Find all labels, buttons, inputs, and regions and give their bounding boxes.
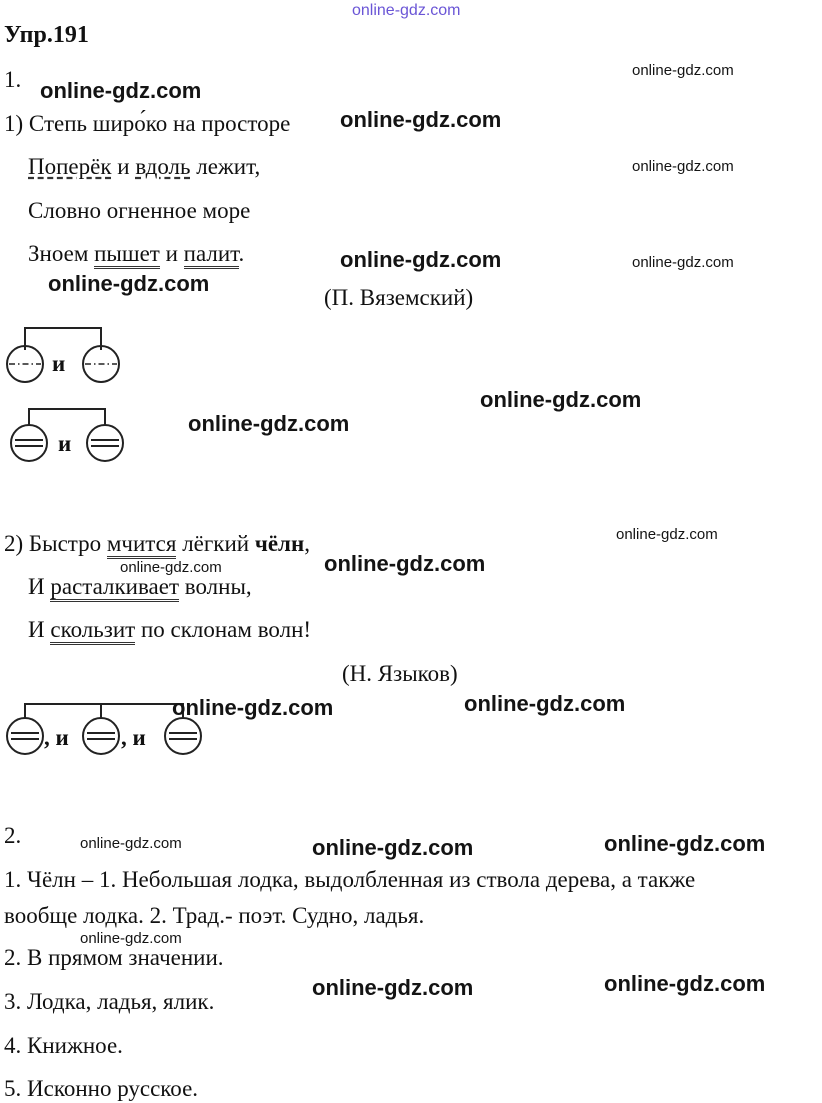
poem1-line4 <box>28 240 244 268</box>
exercise-title: Упр.191 <box>4 22 89 48</box>
watermark: online-gdz.com <box>340 107 502 132</box>
poem2-line1 <box>4 530 310 558</box>
text-fragment: Зноем <box>28 241 95 266</box>
watermark: online-gdz.com <box>80 930 182 947</box>
part2-line3: 2. В прямом значении. <box>4 945 224 970</box>
watermark: online-gdz.com <box>604 971 766 996</box>
text-fragment: волны, <box>179 574 252 599</box>
predicate-word: пышет <box>94 241 160 269</box>
predicate-word: скользит <box>50 617 135 645</box>
watermark: online-gdz.com <box>48 271 210 296</box>
predicate-word: расталкивает <box>50 574 179 602</box>
poem1-line2 <box>28 153 260 181</box>
scheme2-connector: и <box>58 431 72 456</box>
part1-number: 1. <box>4 67 22 92</box>
poem2-author: (Н. Языков) <box>342 661 458 686</box>
watermark: online-gdz.com <box>80 835 182 852</box>
watermark: online-gdz.com <box>464 691 626 716</box>
text-fragment: лежит, <box>190 154 261 179</box>
text-fragment: и <box>111 154 136 179</box>
poem2-line2 <box>28 573 252 601</box>
part2-number: 2. <box>4 823 22 848</box>
subject-word: чёлн <box>254 531 305 556</box>
text-fragment: И <box>28 617 51 642</box>
part2-line4: 3. Лодка, ладья, ялик. <box>4 989 215 1014</box>
text-fragment: , <box>304 531 310 556</box>
watermark-top: online-gdz.com <box>352 2 461 19</box>
poem1-line3: Словно огненное море <box>28 198 251 223</box>
scheme1-connector: и <box>52 351 66 376</box>
predicate-word: палит <box>184 241 239 269</box>
watermark: online-gdz.com <box>312 975 474 1000</box>
watermark: online-gdz.com <box>604 831 766 856</box>
watermark: online-gdz.com <box>40 78 202 103</box>
part2-line6: 5. Исконно русское. <box>4 1076 199 1101</box>
text-fragment: . <box>238 241 245 266</box>
text-fragment: 2) Быстро <box>4 531 107 556</box>
poem2-line3 <box>28 616 311 644</box>
text-fragment: И <box>28 574 51 599</box>
predicate-word: мчится <box>107 531 177 559</box>
scheme3-sep2: , и <box>121 725 146 750</box>
watermark: online-gdz.com <box>340 247 502 272</box>
part2-line1: 1. Чёлн – 1. Небольшая лодка, выдолбленная из ствола дерева, а также <box>4 867 696 892</box>
text-fragment: по склонам волн! <box>135 617 312 642</box>
watermark: online-gdz.com <box>172 695 334 720</box>
part2-line2: вообще лодка. 2. Трад.- поэт. Судно, ладья. <box>4 903 425 928</box>
watermark: online-gdz.com <box>632 158 734 175</box>
subject-word: вдоль <box>135 154 191 179</box>
part2-line5: 4. Книжное. <box>4 1033 123 1058</box>
poem1-author: (П. Вяземский) <box>324 285 474 310</box>
text-fragment: лёгкий <box>176 531 255 556</box>
text-fragment: и <box>159 241 184 266</box>
watermark: online-gdz.com <box>188 411 350 436</box>
watermark: online-gdz.com <box>312 835 474 860</box>
subject-word: Поперёк <box>28 154 112 179</box>
watermark: online-gdz.com <box>616 526 718 543</box>
watermark: online-gdz.com <box>480 387 642 412</box>
watermark: online-gdz.com <box>324 551 486 576</box>
poem1-line1: 1) Степь широ́ко на просторе <box>4 111 291 136</box>
watermark: online-gdz.com <box>632 62 734 79</box>
scheme3-sep1: , и <box>44 725 69 750</box>
watermark: online-gdz.com <box>120 559 222 576</box>
watermark: online-gdz.com <box>632 254 734 271</box>
